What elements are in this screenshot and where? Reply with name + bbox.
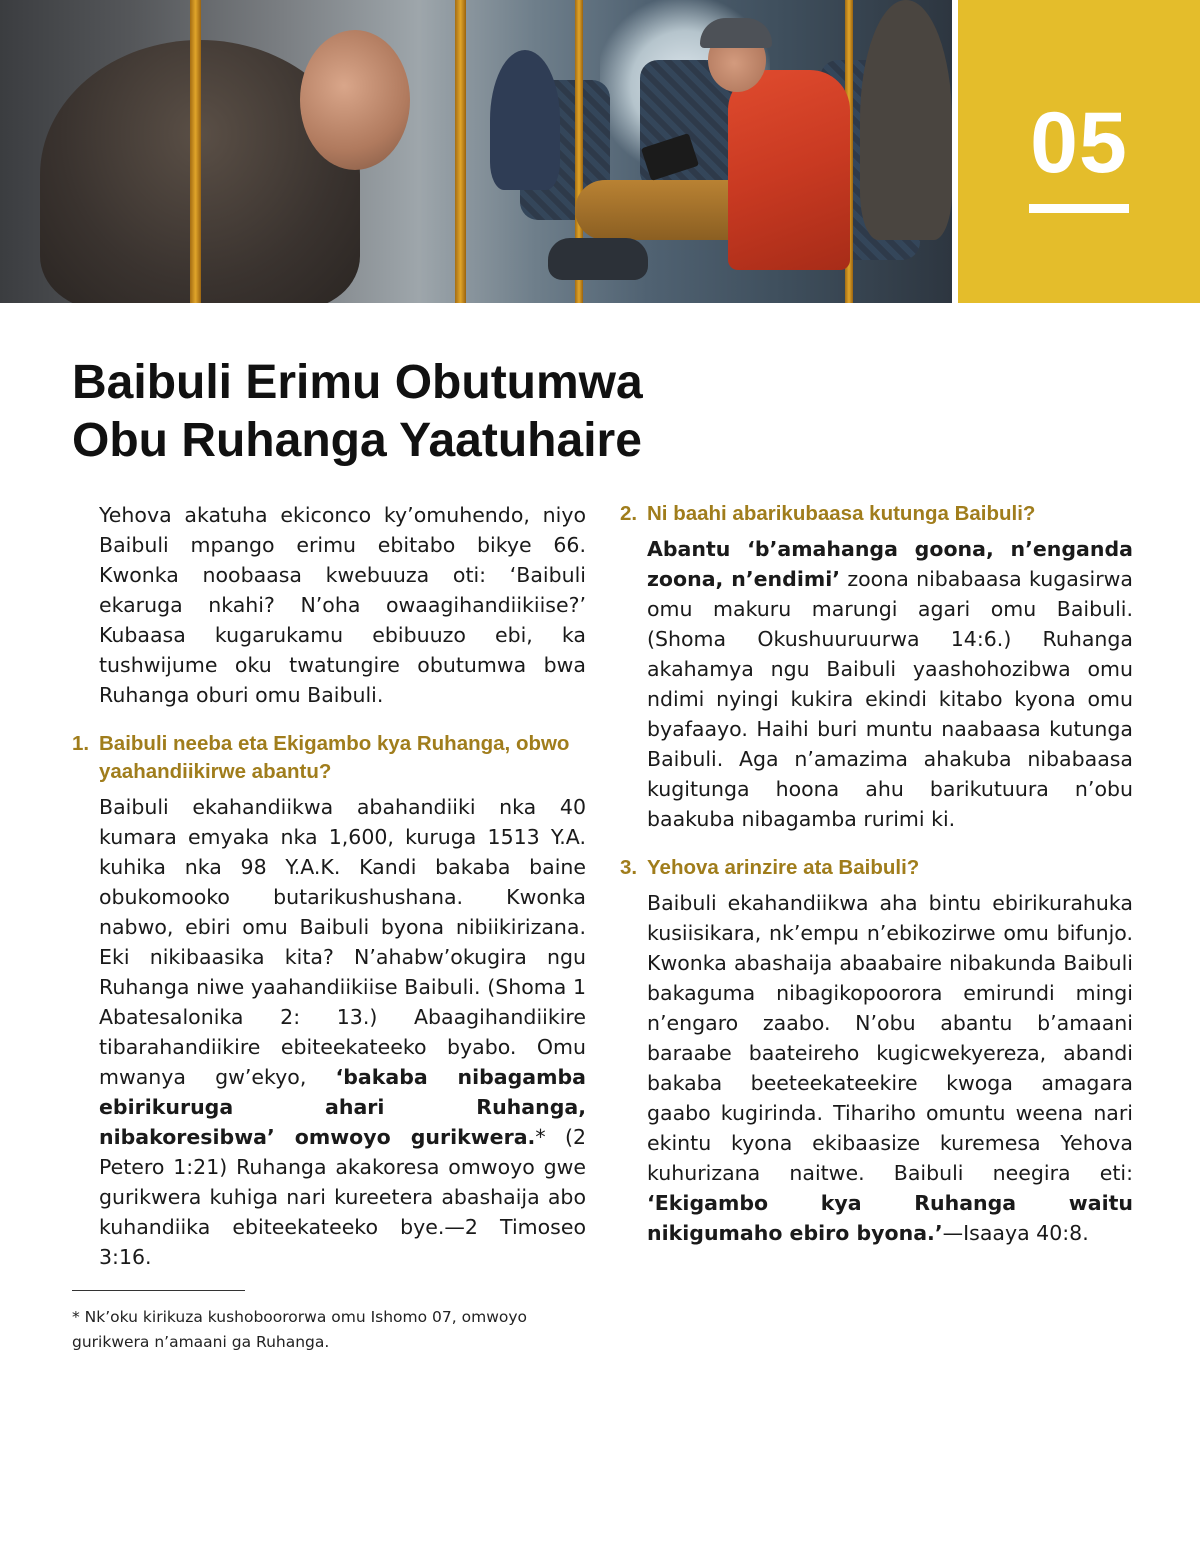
- distant-passenger: [490, 50, 560, 190]
- answer-2-text: zoona nibabaasa kugasirwa omu makuru marungi agari omu Baibuli. (Shoma Okushuuruurwa 14:6.) Ruhanga akahamya ngu Baibuli yaashohozibwa omu ndimi nyingi kukira ekindi kitabo kyona omu byafaayo. Haihi buri muntu naabaasa kutunga Baibuli. Aga n’amazima ahakuba nibabaasa kugitunga hoona ahu barikutuura n’obu baakuba nibagamba rurimi ki.: [647, 567, 1133, 831]
- answer-3-paragraph: [620, 888, 1133, 1248]
- question-1-number: 1.: [72, 732, 90, 755]
- standing-passenger: [860, 0, 952, 240]
- lesson-title: [72, 354, 772, 470]
- left-column: [72, 500, 586, 1355]
- question-1: [72, 730, 586, 786]
- answer-3-text: Baibuli ekahandiikwa aha bintu ebirikurahuka kusiisikara, nk’empu n’ebikozirwe omu bifunjo. Kwonka abashaija abaabaire nibakunda Baibuli bakaguma nibagikopoorora emirundi mingi n’engaro zaabo. N’obu abantu b’amaani baraabe baateireho kugicwekyereza, abandi bakaba beeteekateekire kwoga amagara gaabo kugirinda. Tihariho omuntu weena nari ekintu kyona ekibaasize kuremesa Yehova kuhurizana naitwe. Baibuli neegira eti:: [647, 891, 1133, 1185]
- intro-paragraph: Yehova akatuha ekiconco ky’omuhendo, niyo Baibuli mpango erimu ebitabo bikye 66. Kwonka noobaasa kwebuuza oti: ‘Baibuli ekaruga nkahi? N’oha owaagihandiikiise?’ Kubaasa kugarukamu ebibuuzo ebi, ka tushwijume oku twatungire obutumwa bwa Ruhanga oburi omu Baibuli.: [99, 503, 586, 707]
- bus-pole: [455, 0, 466, 303]
- lesson-title-line2: Obu Ruhanga Yaatuhaire: [72, 414, 642, 467]
- footnote-divider: [72, 1290, 245, 1291]
- reader-cap: [700, 18, 772, 48]
- answer-1-paragraph: [72, 792, 586, 1272]
- question-3-number: 3.: [620, 856, 638, 879]
- answer-2-bold-quote: Abantu ‘b’amahanga goona, n’enganda zoona, n’endimi’: [647, 537, 1133, 591]
- lesson-number-underline: [1029, 204, 1129, 213]
- right-column: [620, 500, 1133, 1248]
- footnote: * Nk’oku kirikuza kushoboororwa omu Ishomo 07, omwoyo gurikwera n’amaani ga Ruhanga.: [72, 1308, 528, 1351]
- question-3-text: Yehova arinzire ata Baibuli?: [647, 856, 920, 879]
- lesson-title-line1: Baibuli Erimu Obutumwa: [72, 356, 643, 409]
- answer-1-text-a: Baibuli ekahandiikwa abahandiiki nka 40 kumara emyaka nka 1,600, kuruga 1513 Y.A. kuhika nka 98 Y.A.K. Kandi bakaba baine obukomooko butarikushushana. Kwonka nabwo, ebiri omu Baibuli byona nibiikirizana. Eki nikibaasika kita? N’ahabw’okugira ngu Ruhanga niwe yaahandiikiise Baibuli. (Shoma 1 Abatesalonika 2: 13.) Abaagihandiikire tibarahandiikire ebiteekateeko byabo. Omu mwanya gw’ekyo,: [99, 795, 586, 1089]
- passenger-head: [300, 30, 410, 170]
- lesson-number-panel: [958, 0, 1200, 303]
- question-2-number: 2.: [620, 502, 638, 525]
- lesson-number: 05: [1030, 95, 1128, 191]
- question-2-text: Ni baahi abarikubaasa kutunga Baibuli?: [647, 502, 1036, 525]
- answer-1-bold-quote: ‘bakaba nibagamba ebirikuruga ahari Ruhanga, nibakoresibwa’ omwoyo gurikwera.: [99, 1065, 586, 1149]
- bus-pole: [190, 0, 201, 303]
- question-2: [620, 500, 1133, 528]
- answer-3-citation: —Isaaya 40:8.: [942, 1221, 1089, 1245]
- question-3: [620, 854, 1133, 882]
- answer-3-bold-quote: ‘Ekigambo kya Ruhanga waitu nikigumaho ebiro byona.’: [647, 1191, 1133, 1245]
- header-photo: [0, 0, 952, 303]
- reader-jacket: [728, 70, 850, 270]
- reader-shoe: [548, 238, 648, 280]
- answer-1-text-b: * (2 Petero 1:21) Ruhanga akakoresa omwoyo gwe gurikwera kuhiga nari kureetera abashaija abo kuhandiika ebiteekateeko bye.—2 Timoseo 3:16.: [99, 1125, 586, 1269]
- question-1-text: Baibuli neeba eta Ekigambo kya Ruhanga, obwo yaahandiikirwe abantu?: [99, 732, 570, 783]
- answer-2-paragraph: [620, 534, 1133, 834]
